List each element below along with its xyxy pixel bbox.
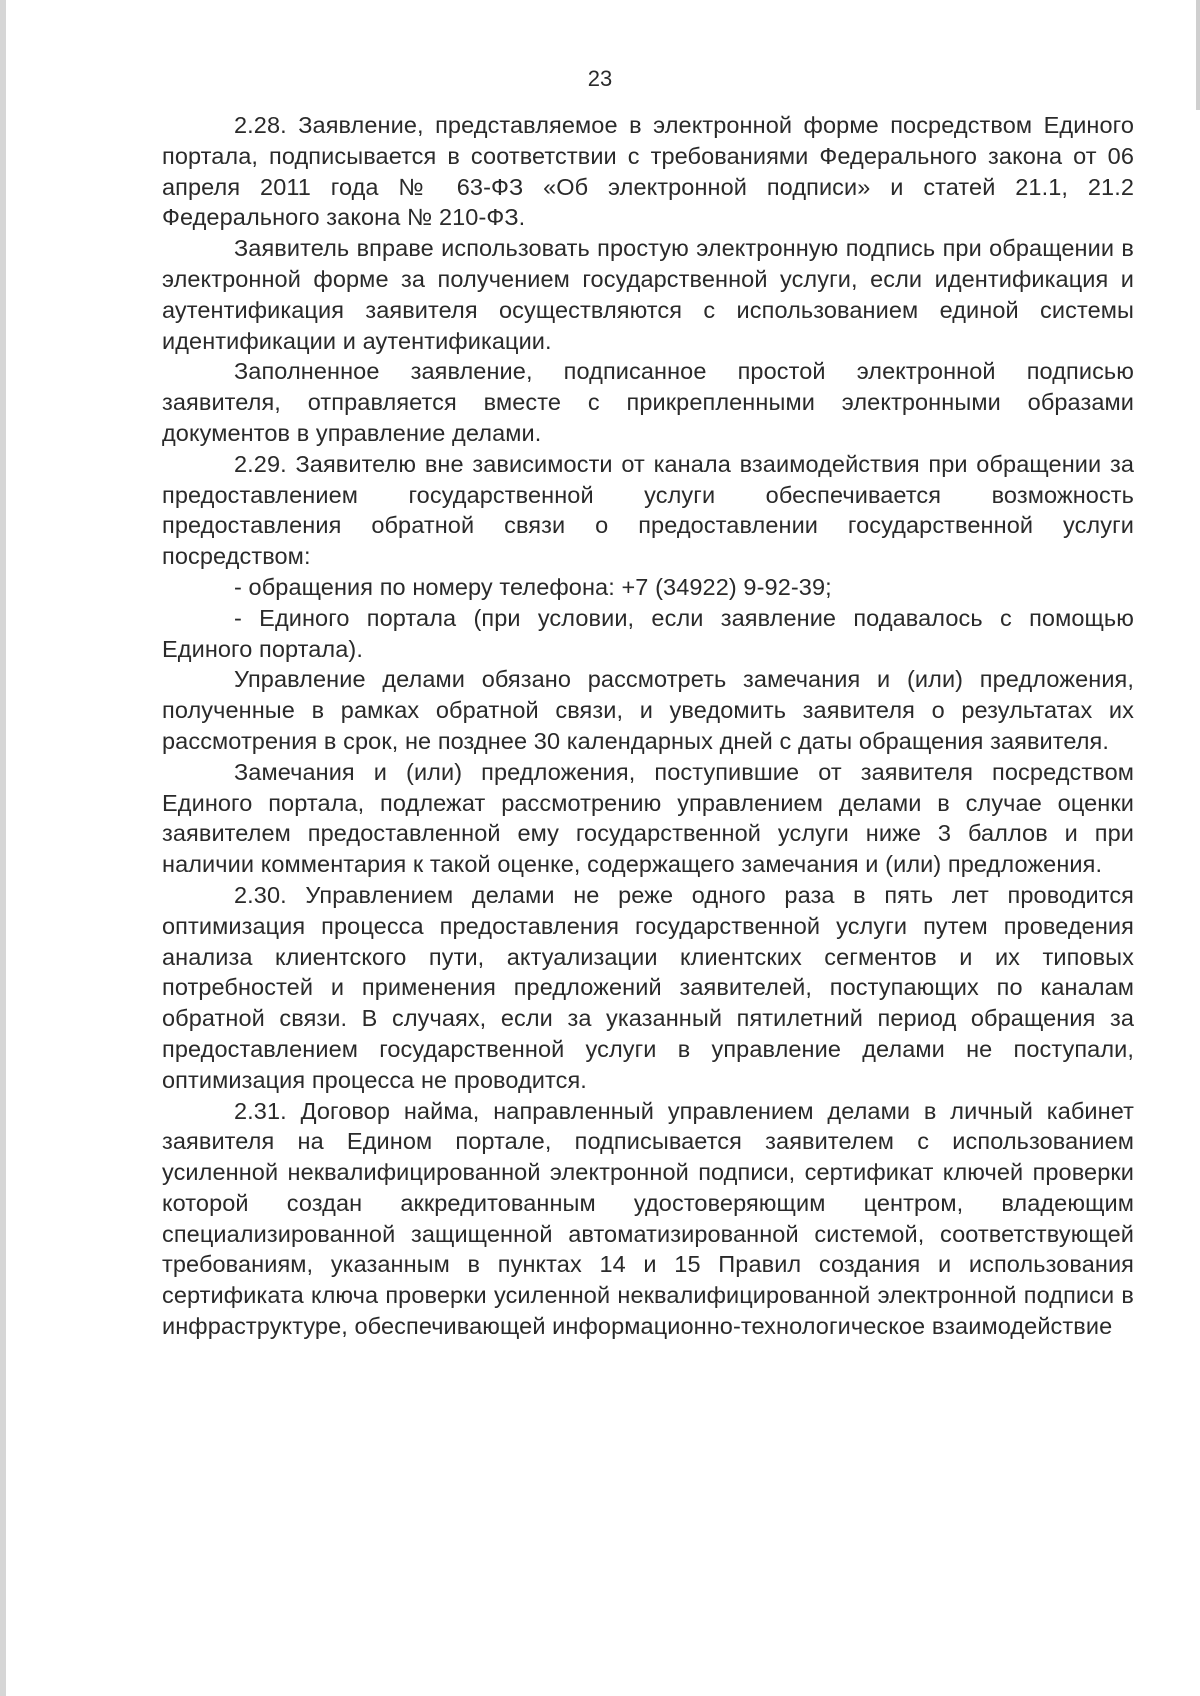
list-item-phone: - обращения по номеру телефона: +7 (34922) 9-92-39; (234, 573, 832, 600)
paragraph-filled-application: Заполненное заявление, подписанное простой электронной подписью заявителя, отправляется вместе с прикрепленными электронными образами документов в управление делами. (162, 358, 1134, 446)
paragraph-2-30: 2.30. Управлением делами не реже одного раза в пять лет проводится оптимизация процесса предоставления государственной услуги путем проведения анализа клиентского пути, актуализации клиентских сегментов и их типовых потребностей и применения предложений заявителей, поступающих по каналам обратной связи. В случаях, если за указанный пятилетний период обращения за предоставлением государственной услуги в управление делами не поступали, оптимизация процесса не проводится. (162, 881, 1134, 1093)
scan-left-edge (0, 0, 6, 1696)
paragraph-simple-signature: Заявитель вправе использовать простую электронную подпись при обращении в электронной форме за получением государственной услуги, если идентификация и аутентификация заявителя осуществляются с использованием единой системы идентификации и аутентификации. (162, 235, 1134, 354)
list-item-portal: - Единого портала (при условии, если заявление подавалось с помощью Единого портала). (162, 604, 1134, 662)
paragraph-2-31: 2.31. Договор найма, направленный управлением делами в личный кабинет заявителя на Едином портале, подписывается заявителем с использованием усиленной неквалифицированной электронной подписи, сертификат ключей проверки которой создан аккредитованным удостоверяющим центром, владеющим специализированной защищенной автоматизированной системой, соответствующей требованиям, указанным в пунктах 14 и 15 Правил создания и использования сертификата ключа проверки усиленной неквалифицированной электронной подписи в инфраструктуре, обеспечивающей информационно-технологическое взаимодействие (162, 1097, 1134, 1340)
paragraph-remarks: Замечания и (или) предложения, поступившие от заявителя посредством Единого портала, подлежат рассмотрению управлением делами в случае оценки заявителем предоставленной ему государственной услуги ниже 3 баллов и при наличии комментария к такой оценке, содержащего замечания и (или) предложения. (162, 758, 1134, 878)
document-body (162, 110, 1134, 1342)
paragraph-2-28: 2.28. Заявление, представляемое в электронной форме посредством Единого портала, подписывается в соответствии с требованиями Федерального закона от 06 апреля 2011 года № 63-ФЗ «Об электронной подписи» и статей 21.1, 21.2 Федерального закона № 210-ФЗ. (162, 112, 1134, 231)
paragraph-review-obligation: Управление делами обязано рассмотреть замечания и (или) предложения, полученные в рамках обратной связи, и уведомить заявителя о результатах их рассмотрения в срок, не позднее 30 календарных дней с даты обращения заявителя. (162, 666, 1134, 754)
scan-right-edge (1196, 0, 1200, 110)
paragraph-2-29: 2.29. Заявителю вне зависимости от канала взаимодействия при обращении за предоставлением государственной услуги обеспечивается возможность предоставления обратной связи о предоставлении государственной услуги посредством: (162, 450, 1134, 570)
page-number: 23 (587, 66, 613, 91)
